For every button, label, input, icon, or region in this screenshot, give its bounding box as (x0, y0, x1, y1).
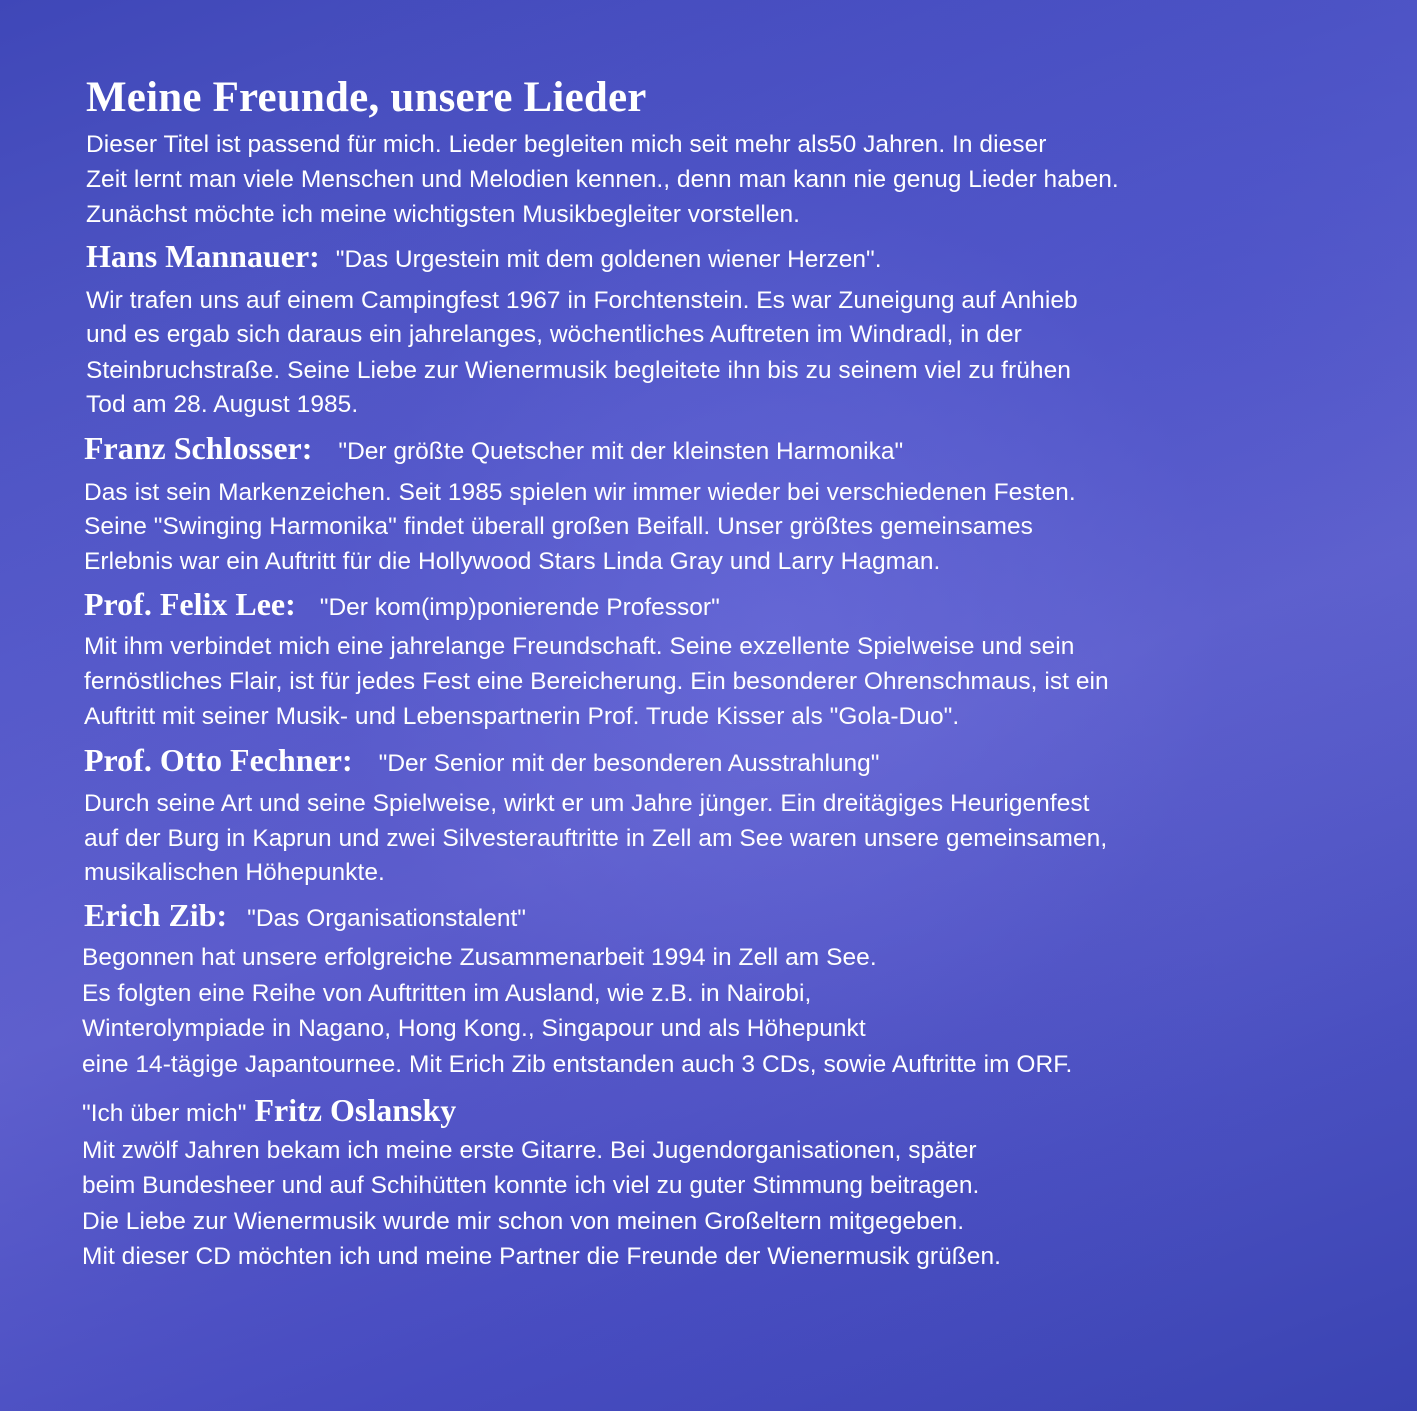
musician-name: Prof. Otto Fechner: (84, 742, 353, 778)
page-title: Meine Freunde, unsere Lieder (86, 74, 647, 121)
section-line: Winterolympiade in Nagano, Hong Kong., Singapour und als Höhepunkt (82, 1015, 866, 1042)
section-line: Tod am 28. August 1985. (86, 391, 359, 418)
section-line: Wir trafen uns auf einem Campingfest 1967 in Forchtenstein. Es war Zuneigung auf Anhieb (86, 287, 1078, 314)
musician-quote: "Der Senior mit der besonderen Ausstrahlung" (378, 750, 880, 777)
musician-name: Erich Zib: (84, 897, 228, 933)
intro-line-3: Zunächst möchte ich meine wichtigsten Musikbegleiter vorstellen. (86, 201, 801, 228)
section-line: Durch seine Art und seine Spielweise, wirkt er um Jahre jünger. Ein dreitägiges Heurigenfest (84, 790, 1090, 817)
musician-quote: "Das Organisationstalent" (247, 905, 526, 932)
section-line: auf der Burg in Kaprun und zwei Silvesterauftritte in Zell am See waren unsere gemeinsamen, (84, 825, 1108, 852)
section-heading-felix-lee (84, 584, 720, 631)
author-name: Fritz Oslansky (254, 1092, 457, 1128)
section-heading-otto-fechner (84, 740, 880, 787)
section-line: Das ist sein Markenzeichen. Seit 1985 spielen wir immer wieder bei verschiedenen Festen. (84, 479, 1076, 506)
section-line: Erlebnis war ein Auftritt für die Hollywood Stars Linda Gray und Larry Hagman. (84, 548, 941, 575)
section-heading-hans-mannauer (86, 236, 882, 283)
musician-name: Prof. Felix Lee: (84, 586, 296, 622)
section-line: Steinbruchstraße. Seine Liebe zur Wienermusik begleitete ihn bis zu seinem viel zu frühen (86, 357, 1071, 384)
section-heading-franz-schlosser (84, 428, 903, 475)
section-line: Mit zwölf Jahren bekam ich meine erste Gitarre. Bei Jugendorganisationen, später (82, 1137, 977, 1164)
section-line: Die Liebe zur Wienermusik wurde mir schon von meinen Großeltern mitgegeben. (82, 1208, 965, 1235)
section-line: Auftritt mit seiner Musik- und Lebenspartnerin Prof. Trude Kisser als "Gola-Duo". (84, 703, 960, 730)
section-heading-erich-zib (84, 895, 526, 942)
musician-name: Franz Schlosser: (84, 430, 313, 466)
intro-line-2: Zeit lernt man viele Menschen und Melodien kennen., denn man kann nie genug Lieder haben. (86, 166, 1119, 193)
section-line: Begonnen hat unsere erfolgreiche Zusammenarbeit 1994 in Zell am See. (82, 944, 877, 971)
section-line: beim Bundesheer und auf Schihütten konnte ich viel zu guter Stimmung beitragen. (82, 1172, 980, 1199)
section-line: musikalischen Höhepunkte. (84, 859, 385, 886)
section-heading-fritz-oslansky (82, 1090, 456, 1137)
musician-quote: "Das Urgestein mit dem goldenen wiener Herzen". (335, 246, 882, 273)
musician-quote: "Der kom(imp)ponierende Professor" (319, 594, 720, 621)
musician-quote: "Der größte Quetscher mit der kleinsten Harmonika" (338, 438, 904, 465)
author-quote: "Ich über mich" (82, 1100, 247, 1127)
section-line: Mit ihm verbindet mich eine jahrelange Freundschaft. Seine exzellente Spielweise und sein (84, 633, 1075, 660)
section-line: Es folgten eine Reihe von Auftritten im Ausland, wie z.B. in Nairobi, (82, 980, 812, 1007)
section-line: und es ergab sich daraus ein jahrelanges, wöchentliches Auftreten im Windradl, in der (86, 321, 1022, 348)
section-line: Mit dieser CD möchten ich und meine Partner die Freunde der Wienermusik grüßen. (82, 1243, 1002, 1270)
intro-line-1: Dieser Titel ist passend für mich. Lieder begleiten mich seit mehr als50 Jahren. In dieser (86, 131, 1047, 158)
section-line: Seine "Swinging Harmonika" findet überall großen Beifall. Unser größtes gemeinsames (84, 513, 1033, 540)
musician-name: Hans Mannauer: (86, 238, 320, 274)
section-line: fernöstliches Flair, ist für jedes Fest eine Bereicherung. Ein besonderer Ohrenschmaus, ist ein (84, 668, 1109, 695)
section-line: eine 14-tägige Japantournee. Mit Erich Zib entstanden auch 3 CDs, sowie Auftritte im ORF. (82, 1051, 1073, 1078)
